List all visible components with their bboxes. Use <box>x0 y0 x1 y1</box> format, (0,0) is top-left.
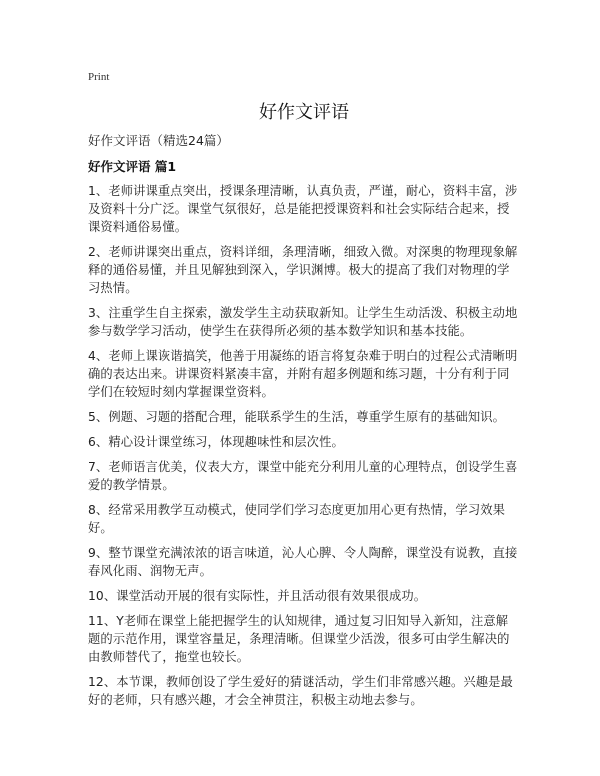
paragraph-11: 11、Y老师在课堂上能把握学生的认知规律，通过复习旧知导入新知，注意解题的示范作用，课堂容量足，条理清晰。但课堂少活泼，很多可由学生解决的由教师替代了，拖堂也较长。 <box>88 614 510 664</box>
document-body <box>88 182 520 716</box>
paragraph-3: 3、注重学生自主探索，激发学生主动获取新知。让学生生动活泼、积极主动地参与数学学习活动，使学生在获得所必须的基本数学知识和基本技能。 <box>88 306 518 338</box>
paragraph-8: 8、经常采用教学互动模式，使同学们学习态度更加用心更有热情，学习效果好。 <box>88 503 506 535</box>
paragraph-6: 6、精心设计课堂练习，体现趣味性和层次性。 <box>88 435 344 449</box>
paragraph-7: 7、老师语言优美，仪表大方，课堂中能充分利用儿童的心理特点，创设学生喜爱的教学情景。 <box>88 460 518 492</box>
document-subtitle: 好作文评语（精选24篇） <box>88 133 229 148</box>
paragraph-2: 2、老师讲课突出重点，资料详细，条理清晰，细致入微。对深奥的物理现象解释的通俗易懂，并且见解独到深入，学识渊博。极大的提高了我们对物理的学习热情。 <box>88 245 518 295</box>
paragraph-1: 1、老师讲课重点突出，授课条理清晰，认真负责，严谨，耐心，资料丰富，涉及资料十分广泛。课堂气氛很好，总是能把授课资料和社会实际结合起来，授课资料通俗易懂。 <box>88 184 518 234</box>
paragraph-5: 5、例题、习题的搭配合理，能联系学生的生活，尊重学生原有的基础知识。 <box>88 410 506 424</box>
print-label: Print <box>88 71 110 83</box>
paragraph-12: 12、本节课，教师创设了学生爱好的猜谜活动，学生们非常感兴趣。兴趣是最好的老师，只有感兴趣，才会全神贯注，积极主动地去参与。 <box>88 675 513 707</box>
paragraph-9: 9、整节课堂充满浓浓的语言味道，沁人心脾、令人陶醉，课堂没有说教，直接春风化雨、润物无声。 <box>88 546 518 578</box>
paragraph-10: 10、课堂活动开展的很有实际性，并且活动很有效果很成功。 <box>88 589 427 603</box>
paragraph-4: 4、老师上课诙谐搞笑，他善于用凝练的语言将复杂难于明白的过程公式清晰明确的表达出来。讲课资料紧凑丰富，并附有超多例题和练习题，十分有利于同学们在较短时刻内掌握课堂资料。 <box>88 349 518 399</box>
document-title: 好作文评语 <box>259 102 349 123</box>
section-heading: 好作文评语 篇1 <box>88 159 177 174</box>
